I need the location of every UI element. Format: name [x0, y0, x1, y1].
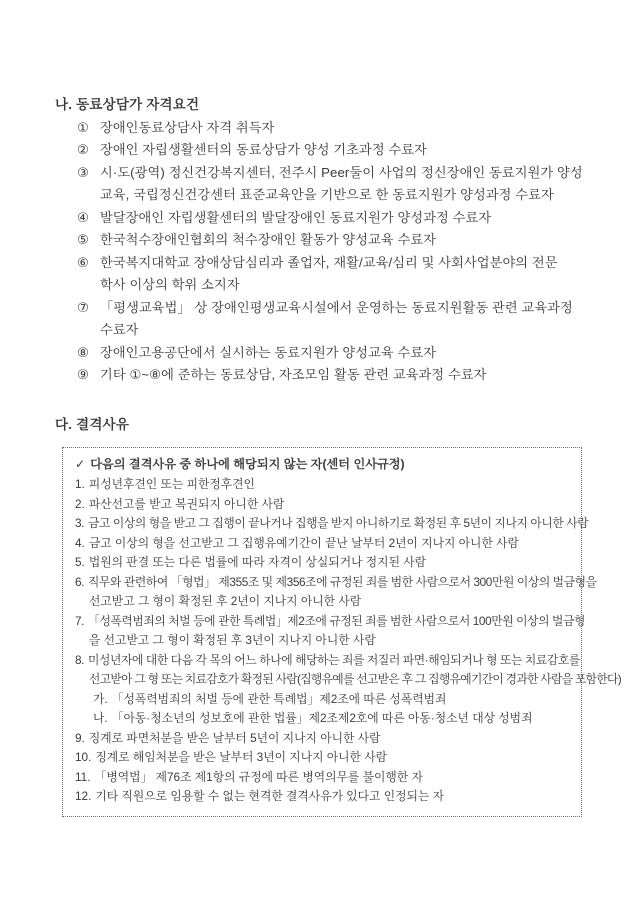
item-line: 법원의 판결 또는 다른 법률에 따라 자격이 상실되거나 정지된 사람 — [88, 555, 427, 569]
section-c-heading: 다. 결격사유 — [55, 416, 130, 432]
item-line: 금고 이상의 형을 선고받고 그 집행유예기간이 끝난 날부터 2년이 지나지 아니한 사람 — [88, 535, 519, 550]
item-line: 파산선고를 받고 복권되지 아니한 사람 — [88, 496, 285, 511]
item-line: 교육, 국립정신건강센터 표준교육안을 기반으로 한 동료지원가 양성과정 수료자 — [100, 187, 554, 202]
qualification-item-4 — [55, 207, 600, 230]
box-header — [75, 454, 575, 475]
circled-number-marker: ③ — [77, 164, 89, 180]
item-number: 12. — [75, 789, 92, 803]
disqualification-item-1 — [75, 475, 575, 495]
circled-number-marker: ⑦ — [77, 299, 89, 315]
item-number: 11. — [75, 769, 91, 784]
disqualification-item-4 — [75, 534, 575, 554]
circled-number-marker: ② — [77, 142, 89, 157]
disqualification-item-3 — [75, 514, 589, 534]
document-content — [55, 94, 621, 817]
disqualification-item-12 — [75, 787, 575, 807]
item-line: 발달장애인 자립생활센터의 발달장애인 동료지원가 양성과정 수료자 — [100, 209, 492, 225]
disqualification-box — [62, 447, 621, 817]
item-line: 장애인동료상담사 자격 취득자 — [100, 119, 275, 135]
item-line: 피성년후견인 또는 피한정후견인 — [88, 477, 255, 491]
qualification-item-2 — [55, 139, 600, 162]
item-line: 한국척수장애인협회의 척수장애인 활동가 양성교육 수료자 — [100, 232, 437, 247]
sub-item-ga — [75, 690, 575, 710]
item-number: 4. — [75, 535, 85, 550]
item-number: 9. — [75, 730, 85, 745]
item-line: 직무와 관련하여 「형법」 제355조 및 제356조에 규정된 죄를 범한 사람으로서 300만원 이상의 벌금형을 — [88, 574, 597, 589]
qualification-item-8 — [55, 342, 600, 365]
item-line: 기타 ①~⑧에 준하는 동료상담, 자조모임 활동 관련 교육과정 수료자 — [100, 367, 487, 382]
disqualification-item-7 — [75, 612, 585, 651]
item-line: 수료자 — [100, 322, 139, 337]
section-b-heading: 나. 동료상담가 자격요건 — [55, 97, 200, 112]
qualification-list — [55, 117, 600, 387]
sub-item-marker: 가. — [93, 691, 108, 706]
item-line: 「평생교육법」 상 장애인평생교육시설에서 운영하는 동료지원활동 관련 교육과정 — [100, 299, 573, 315]
item-line: 징계로 파면처분을 받은 날부터 5년이 지나지 아니한 사람 — [88, 730, 381, 745]
item-number: 3. — [75, 516, 85, 530]
item-line: 미성년자에 대한 다음 각 목의 어느 하나에 해당하는 죄를 저질러 파면·해임되거나 형 또는 치료감호를 — [88, 652, 580, 667]
qualification-item-1 — [55, 117, 600, 140]
disqualification-item-10 — [75, 748, 575, 768]
item-line: 「아동·청소년의 성보호에 관한 법률」제2조제2호에 따른 아동·청소년 대상 성범죄 — [111, 711, 533, 725]
item-line: 기타 직원으로 임용할 수 없는 현격한 결격사유가 있다고 인정되는 자 — [95, 789, 444, 803]
sub-item-na — [75, 709, 575, 729]
item-line: 「성폭력범죄의 처벌 등에 관한 특례법」제2조에 따른 성폭력범죄 — [111, 691, 447, 706]
item-line: 「성폭력범죄의 처벌 등에 관한 특례법」제2조에 규정된 죄를 범한 사람으로서 100만원 이상의 벌금형 — [88, 613, 585, 628]
item-number: 8. — [75, 652, 85, 667]
disqualification-item-11 — [75, 768, 575, 788]
item-line: 장애인 자립생활센터의 동료상담가 양성 기초과정 수료자 — [100, 142, 427, 157]
disqualification-item-5 — [75, 553, 575, 573]
item-line: 선고받아 그 형 또는 치료감호가 확정된 사람(집행유예를 선고받은 후 그 집행유예기간이 경과한 사람을 포함한다) — [89, 672, 621, 686]
item-number: 6. — [75, 574, 85, 589]
item-number: 7. — [75, 613, 85, 628]
item-number: 10. — [75, 750, 92, 764]
qualification-item-3 — [55, 162, 600, 207]
disqualification-item-8 — [75, 651, 621, 729]
qualification-item-7 — [55, 297, 600, 342]
item-line: 선고받고 그 형이 확정된 후 2년이 지나지 아니한 사람 — [89, 594, 362, 608]
circled-number-marker: ⑨ — [77, 367, 89, 382]
item-line: 징계로 해임처분을 받은 날부터 3년이 지나지 아니한 사람 — [95, 750, 388, 764]
item-line: 을 선고받고 그 형이 확정된 후 3년이 지나지 아니한 사람 — [89, 633, 376, 647]
item-line: 금고 이상의 형을 받고 그 집행이 끝나거나 집행을 받지 아니하기로 확정된 후 5년이 지나지 아니한 사람 — [88, 516, 589, 530]
circled-number-marker: ④ — [77, 209, 89, 225]
item-number: 5. — [75, 555, 85, 569]
item-number: 1. — [75, 477, 85, 491]
item-line: 시·도(광역) 정신건강복지센터, 전주시 Peer둘이 사업의 정신장애인 동료지원가 양성 — [100, 164, 583, 180]
circled-number-marker: ⑥ — [77, 254, 89, 270]
sub-item-marker: 나. — [93, 711, 108, 725]
item-line: 「병역법」 제76조 제1항의 규정에 따른 병역의무를 불이행한 자 — [94, 769, 423, 784]
circled-number-marker: ① — [77, 119, 89, 135]
checkmark-icon: ✓ — [75, 457, 86, 471]
disqualification-item-6 — [75, 573, 597, 612]
item-number: 2. — [75, 496, 85, 511]
qualification-item-5 — [55, 229, 600, 252]
disqualification-item-9 — [75, 729, 575, 749]
qualification-item-9 — [55, 364, 600, 387]
circled-number-marker: ⑤ — [77, 232, 89, 247]
box-header-text: 다음의 결격사유 중 하나에 해당되지 않는 자(센터 인사규정) — [90, 457, 405, 471]
circled-number-marker: ⑧ — [77, 344, 89, 360]
disqualification-item-2 — [75, 495, 575, 515]
item-line: 장애인고용공단에서 실시하는 동료지원가 양성교육 수료자 — [100, 344, 437, 360]
item-line: 학사 이상의 학위 소지자 — [100, 277, 240, 292]
qualification-item-6 — [55, 252, 600, 297]
item-line: 한국복지대학교 장애상담심리과 졸업자, 재활/교육/심리 및 사회사업분야의 전문 — [100, 254, 558, 270]
